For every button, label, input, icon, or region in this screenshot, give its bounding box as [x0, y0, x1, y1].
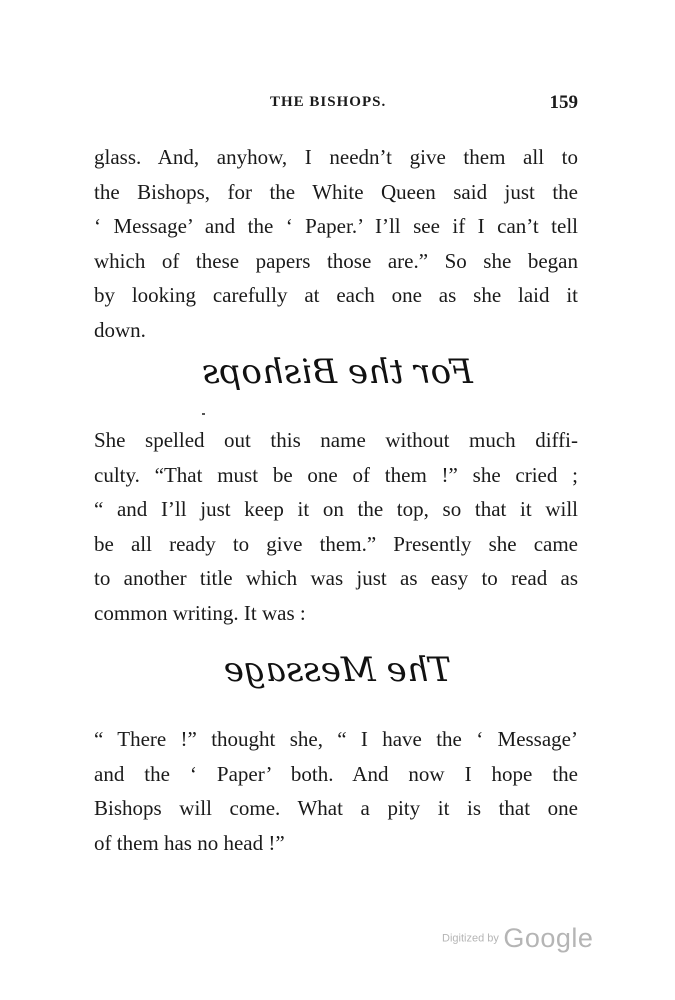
text-line: “ There !” thought she, “ I have the ‘ Message’: [94, 727, 578, 751]
google-logo: Google: [503, 923, 594, 953]
running-title: THE BISHOPS.: [270, 94, 387, 110]
digitized-watermark: [442, 923, 593, 954]
text-line: which of these papers those are.” So she began: [94, 248, 578, 273]
mirror-title-the-message: The Message: [223, 650, 452, 690]
text-line: “ and I’ll just keep it on the top, so that it will: [94, 497, 578, 521]
paragraph-2: [94, 423, 578, 630]
text-line: glass. And, anyhow, I needn’t give them all to: [94, 145, 578, 169]
text-line: the Bishops, for the White Queen said just the: [94, 179, 578, 204]
paragraph-3: [94, 722, 578, 860]
text-line: by looking carefully at each one as she laid it: [94, 283, 578, 307]
text-line: culty. “That must be one of them !” she cried ;: [94, 462, 578, 487]
page-header: [94, 92, 578, 122]
print-speck: [202, 413, 205, 415]
text-line: common writing. It was :: [94, 600, 306, 625]
text-line: and the ‘ Paper’ both. And now I hope the: [94, 761, 578, 786]
page-number: 159: [549, 92, 578, 113]
text-line: to another title which was just as easy to read as: [94, 566, 578, 590]
text-line: ‘ Message’ and the ‘ Paper.’ I’ll see if I can’t tell: [94, 214, 578, 238]
paragraph-1: [94, 140, 578, 347]
text-line: of them has no head !”: [94, 830, 285, 855]
mirror-title-for-the-bishops: For the Bishops: [202, 352, 473, 392]
text-line: Bishops will come. What a pity it is that one: [94, 796, 578, 820]
text-line: She spelled out this name without much diffi-: [94, 428, 578, 452]
watermark-prefix: Digitized by: [442, 932, 499, 945]
text-line: be all ready to give them.” Presently she came: [94, 531, 578, 556]
text-line: down.: [94, 317, 146, 342]
